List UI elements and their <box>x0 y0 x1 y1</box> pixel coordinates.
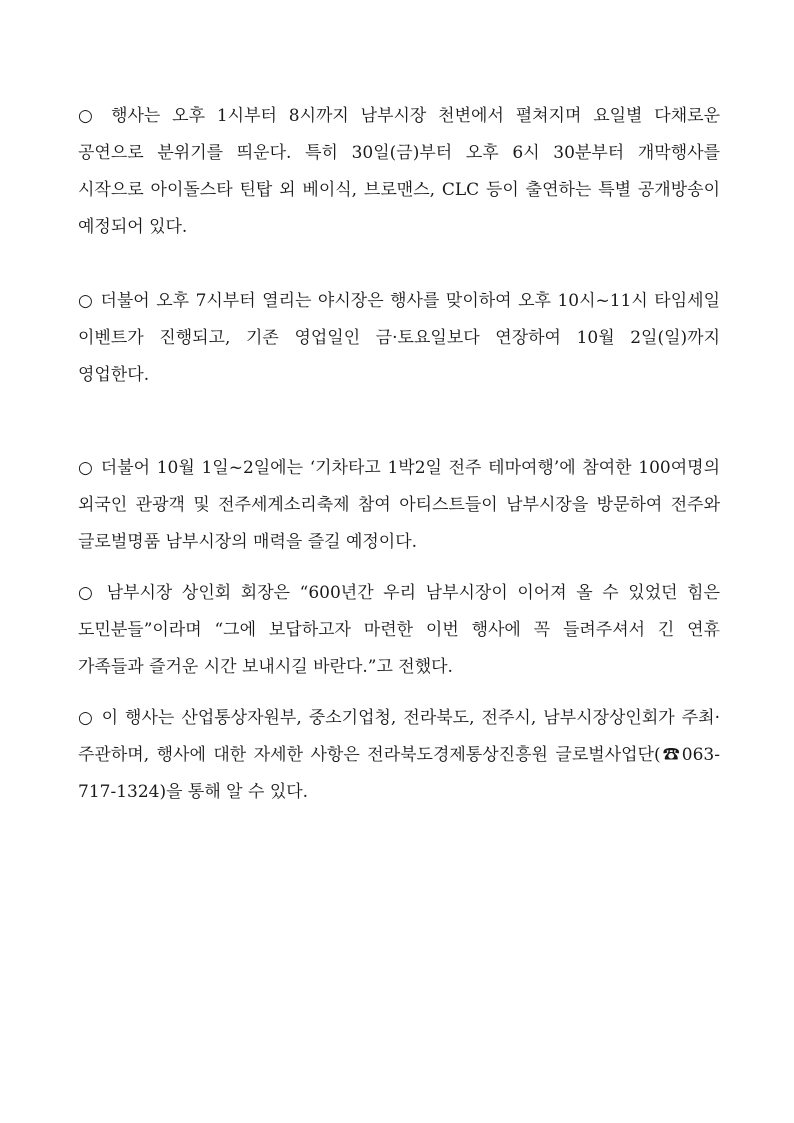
paragraph-spacer <box>78 431 720 450</box>
paragraph-spacer <box>78 561 720 575</box>
paragraph-night-market: ○ 더불어 오후 7시부터 열리는 야시장은 행사를 맞이하여 오후 10시~11시 타임세일 이벤트가 진행되고, 기존 영업일인 금·토요일보다 연장하여 10월 2일(일)까지 영업한다. <box>78 291 720 385</box>
paragraph-event-schedule: ○ 행사는 오후 1시부터 8시까지 남부시장 천변에서 펼쳐지며 요일별 다채로운 공연으로 분위기를 띄운다. 특히 30일(금)부터 오후 6시 30분부터 개막행사를 시작으로 아이돌스타 틴탑 외 베이식, 브로맨스, CLC 등이 출연하는 특별 공개방송이 예정되어 있다. <box>78 106 720 237</box>
paragraph-spacer <box>78 686 720 700</box>
paragraph-organizers-contact: ○ 이 행사는 산업통상자원부, 중소기업청, 전라북도, 전주시, 남부시장상인회가 주최·주관하며, 행사에 대한 자세한 사항은 전라북도경제통상진흥원 글로벌사업단(☎063-717-1324)을 통해 알 수 있다. <box>78 708 720 802</box>
document-body <box>78 98 720 811</box>
paragraph-chairman-quote: ○ 남부시장 상인회 회장은 “600년간 우리 남부시장이 이어져 올 수 있었던 힘은 도민분들”이라며 “그에 보답하고자 마련한 이번 행사에 꼭 들려주셔서 긴 연휴 가족들과 즐거운 시간 보내시길 바란다.”고 전했다. <box>78 583 720 677</box>
paragraph-foreign-tourists: ○ 더불어 10월 1일~2일에는 ‘기차타고 1박2일 전주 테마여행’에 참여한 100여명의 외국인 관광객 및 전주세계소리축제 참여 아티스트들이 남부시장을 방문하여 전주와 글로벌명품 남부시장의 매력을 즐길 예정이다. <box>78 458 720 552</box>
